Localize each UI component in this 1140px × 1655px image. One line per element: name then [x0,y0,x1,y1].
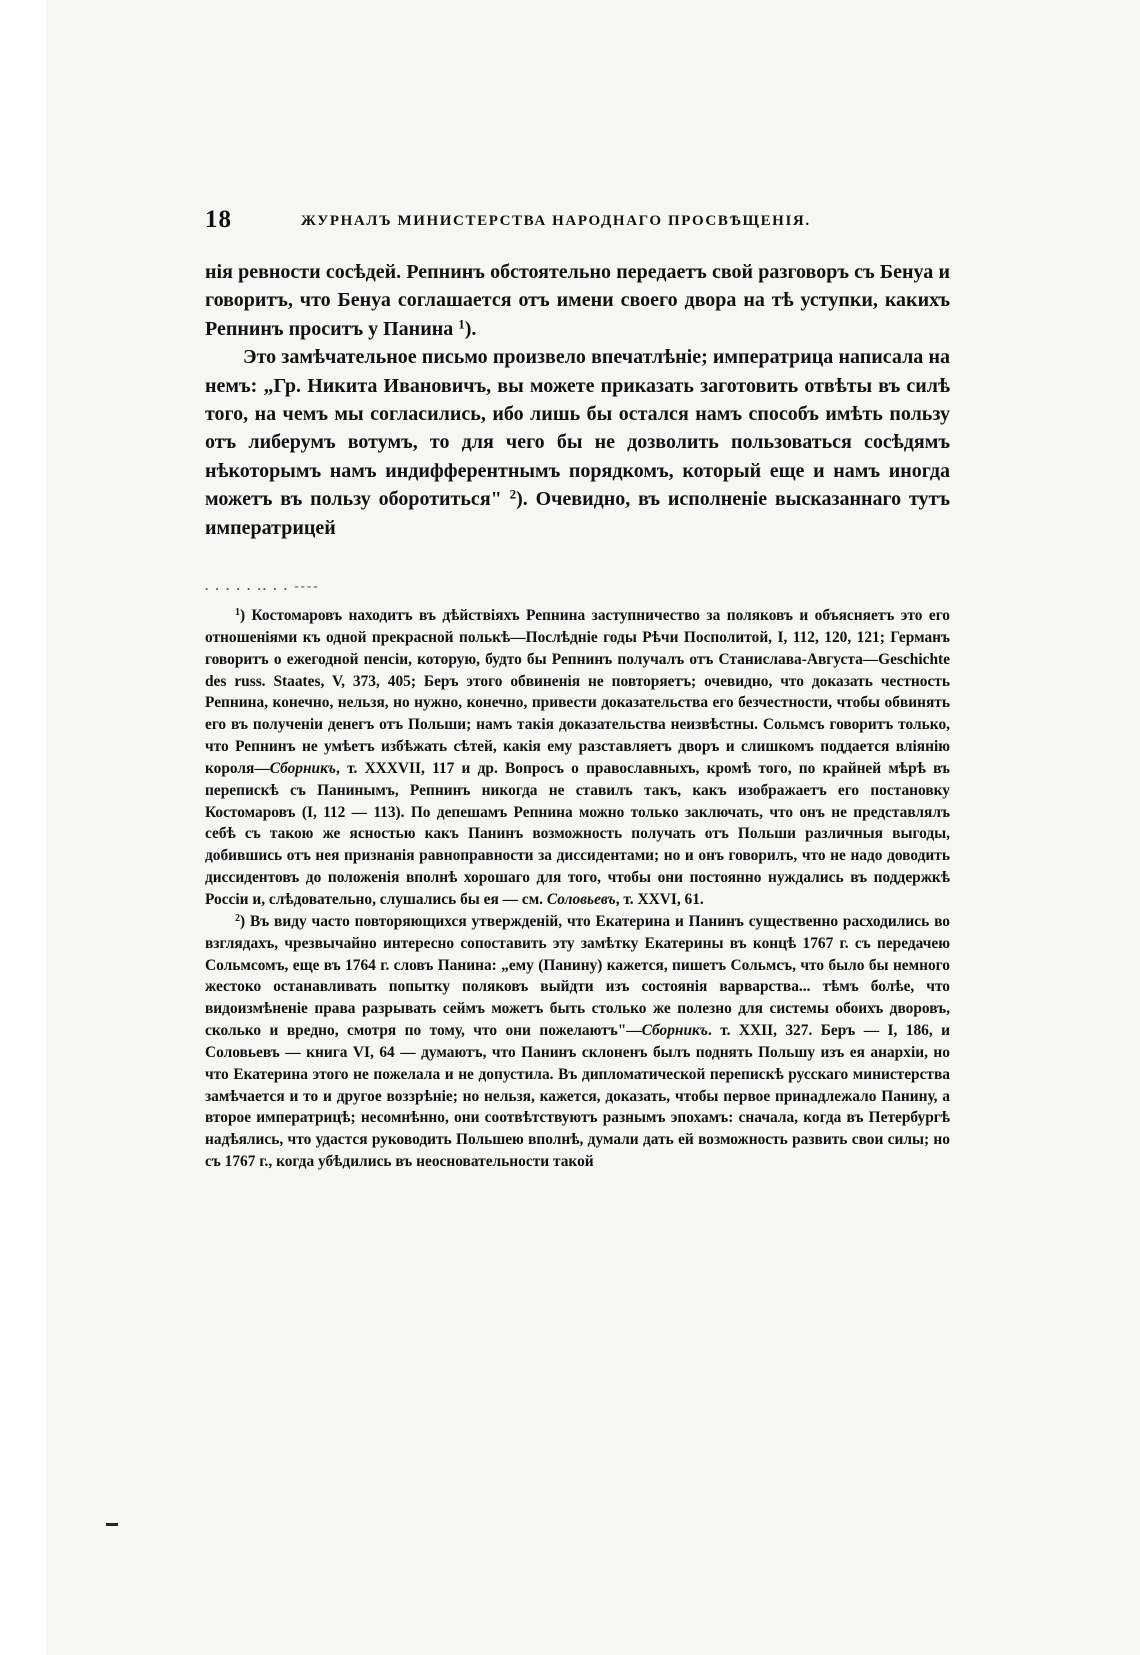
footnote-text: ) Въ виду часто повторяющихся утвержденій, что Екатерина и Панинъ существенно расходились во взглядахъ, чрезвычайно интересно сопоставить эту замѣтку Екатерины въ концѣ 1767 г. съ передачею Сольмсомъ, еще въ 1764 г. словъ Панина: „ему (Панину) кажется, пишетъ Сольмсъ, что было бы немного жестоко останавливать попытку поляковъ выйдти изъ состоянія варварства... тѣмъ болѣе, что видоизмѣненіе права разрывать сеймъ можетъ быть столько же полезно для системы обоихъ дворовъ, сколько и вредно, смотря по тому, что они пожелаютъ"— [205,912,950,1040]
footnote-ref: 1 [458,316,465,332]
source-title: Соловьевъ [546,890,616,908]
footnote-text: , т. XXXVII, 117 и др. Вопросъ о православныхъ, кромѣ того, по крайней мѣрѣ въ перепискѣ съ Панинымъ, Репнинъ никогда не ставилъ такъ, какъ изображаетъ его постановку Костомаровъ (I, 112 — 113). По депешамъ Репнина можно только заключать, что онъ не представлялъ себѣ съ такою же ясностью какъ Панинъ возможность получать отъ Польши различныя выгоды, добившись отъ нея признанія равноправности за диссидентами; но и онъ говорилъ, что не надо доводить диссидентовъ до положенія вполнѣ хорошаго для того, чтобы они постоянно нуждались въ поддержкѣ Россіи и, слѣдовательно, слушались бы ея — см. [205,759,950,908]
paragraph-text: ). Очевидно, въ исполненіе высказаннаго тутъ императрицей [205,488,951,539]
paragraph-text: Это замѣчательное письмо произвело впечатлѣніе; императрица написала на немъ: „Гр. Никита Ивановичъ, вы можете приказать заготовить отвѣты въ силѣ того, на чемъ мы согласились, ибо лишь бы остался намъ способъ имѣть пользу отъ либерумъ вотумъ, то для чего бы не дозволить пользоваться сосѣдямъ нѣкоторымъ намъ индифферентнымъ порядкомъ, который еще и намъ иногда можетъ въ пользу оборотиться" [205,346,950,511]
running-title: ЖУРНАЛЪ МИНИСТЕРСТВА НАРОДНАГО ПРОСВѢЩЕНІЯ. [301,213,811,229]
page-header [205,206,950,236]
page-number: 18 [205,206,232,233]
main-text [205,258,950,542]
footnote [205,605,950,911]
paragraph [205,343,950,542]
footnote [205,911,950,1173]
paragraph-text: ). [464,317,477,340]
paragraph-text: нія ревности сосѣдей. Репнинъ обстоятельно передаетъ свой разговоръ съ Бенуа и говоритъ, что Бенуа соглашается отъ имени своего двора на тѣ уступки, какихъ Репнинъ проситъ у Панина [205,261,950,340]
text-separator: . . . . . .. . . ---- [205,578,320,593]
footnotes [205,605,950,1173]
footnote-mark: 1 [235,607,240,618]
source-title: Сборникъ [269,759,337,777]
footnote-ref: 2 [509,486,517,502]
footnote-text: , т. XXVI, 61. [615,890,704,908]
footnote-text: ) Костомаровъ находитъ въ дѣйствіяхъ Репнина заступничество за поляковъ и объясняетъ это его отношеніями къ одной прекрасной полькѣ—Послѣдніе годы Рѣчи Посполитой, I, 112, 120, 121; Германъ говоритъ о ежегодной пенсіи, которую, будто бы Репнинъ получалъ отъ Станислава-Августа—Geschichte des russ. Staates, V, 373, 405; Беръ этого обвиненія не повторяетъ; очевидно, что доказать честность Репнина, конечно, нельзя, но нужно, конечно, привести доказательства его безчестности, чтобы обвинять его въ полученіи денегъ отъ Польши; намъ такія доказательства неизвѣстны. Сольмсъ говоритъ только, что Репнинъ не умѣетъ избѣжать сѣтей, какія ему разставляетъ дворъ и слишкомъ поддается вліянію короля— [205,607,950,777]
source-title: Сборникъ [641,1022,708,1040]
paragraph-continued [205,258,950,343]
footnote-text: . т. XXII, 327. Беръ — I, 186, и Соловьевъ — книга VI, 64 — думаютъ, что Панинъ склоненъ былъ поднять Польшу изъ ея анархіи, но что Екатерина этого не пожелала и не допустила. Въ дипломатической перепискѣ русскаго министерства замѣчается и то и другое воззрѣніе; но нельзя, кажется, доказать, чтобы первое принадлежало Панину, а второе императрицѣ; несомнѣнно, они соотвѣтствуютъ разнымъ эпохамъ: сначала, когда въ Петербургѣ надѣялись, что удастся руководить Польшею вполнѣ, думали дать ей возможность развить свои силы; но съ 1767 г., когда убѣдились въ неосновательности такой [205,1022,951,1171]
footnote-mark: 2 [235,912,240,924]
scan-mark [106,1523,118,1526]
